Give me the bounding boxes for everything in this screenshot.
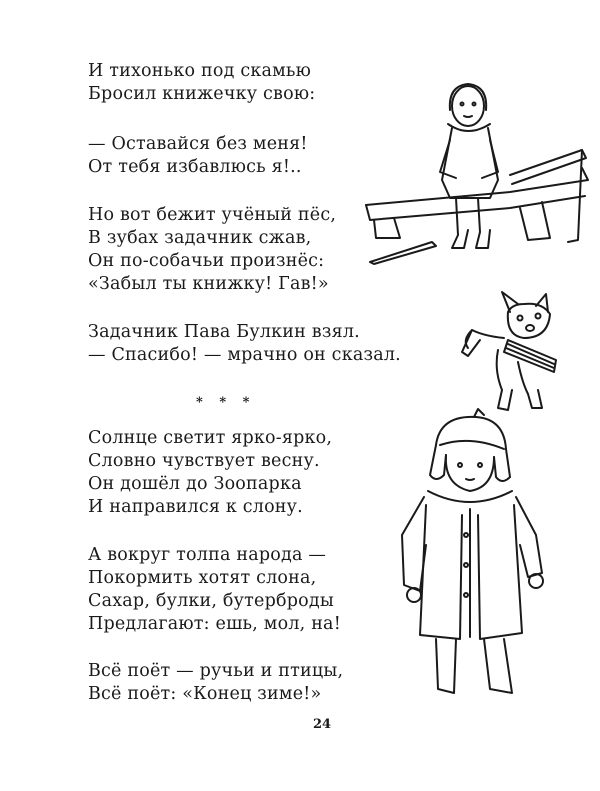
section-separator: * * * [196, 395, 256, 410]
verse-line: «Забыл ты книжку! Гав!» [88, 274, 329, 294]
verse-line: Предлагают: ешь, мол, на! [88, 614, 341, 634]
girl-on-bench-illustration [360, 80, 590, 265]
verse-line: И направился к слону. [88, 497, 303, 517]
verse-line: Всё поёт — ручьи и птицы, [88, 661, 344, 681]
dog-with-book-illustration [458, 290, 568, 415]
boy-in-winter-coat-illustration [380, 405, 550, 705]
verse-line: Всё поёт: «Конец зиме!» [88, 684, 322, 704]
verse-line: Словно чувствует весну. [88, 451, 320, 471]
verse-line: — Спасибо! — мрачно он сказал. [88, 345, 401, 365]
verse-line: Сахар, булки, бутерброды [88, 591, 334, 611]
verse-line: — Оставайся без меня! [88, 134, 308, 154]
verse-line: Покормить хотят слона, [88, 568, 317, 588]
verse-line: От тебя избавлюсь я!.. [88, 157, 302, 177]
verse-line: В зубах задачник сжав, [88, 228, 312, 248]
verse-line: И тихонько под скамью [88, 61, 312, 81]
verse-line: Бросил книжечку свою: [88, 84, 316, 104]
verse-line: Задачник Пава Булкин взял. [88, 322, 360, 342]
verse-line: А вокруг толпа народа — [88, 545, 327, 565]
verse-line: Он по-собачьи произнёс: [88, 251, 325, 271]
page-number: 24 [313, 717, 332, 732]
verse-line: Но вот бежит учёный пёс, [88, 205, 337, 225]
verse-line: Солнце светит ярко-ярко, [88, 428, 333, 448]
verse-line: Он дошёл до Зоопарка [88, 474, 302, 494]
